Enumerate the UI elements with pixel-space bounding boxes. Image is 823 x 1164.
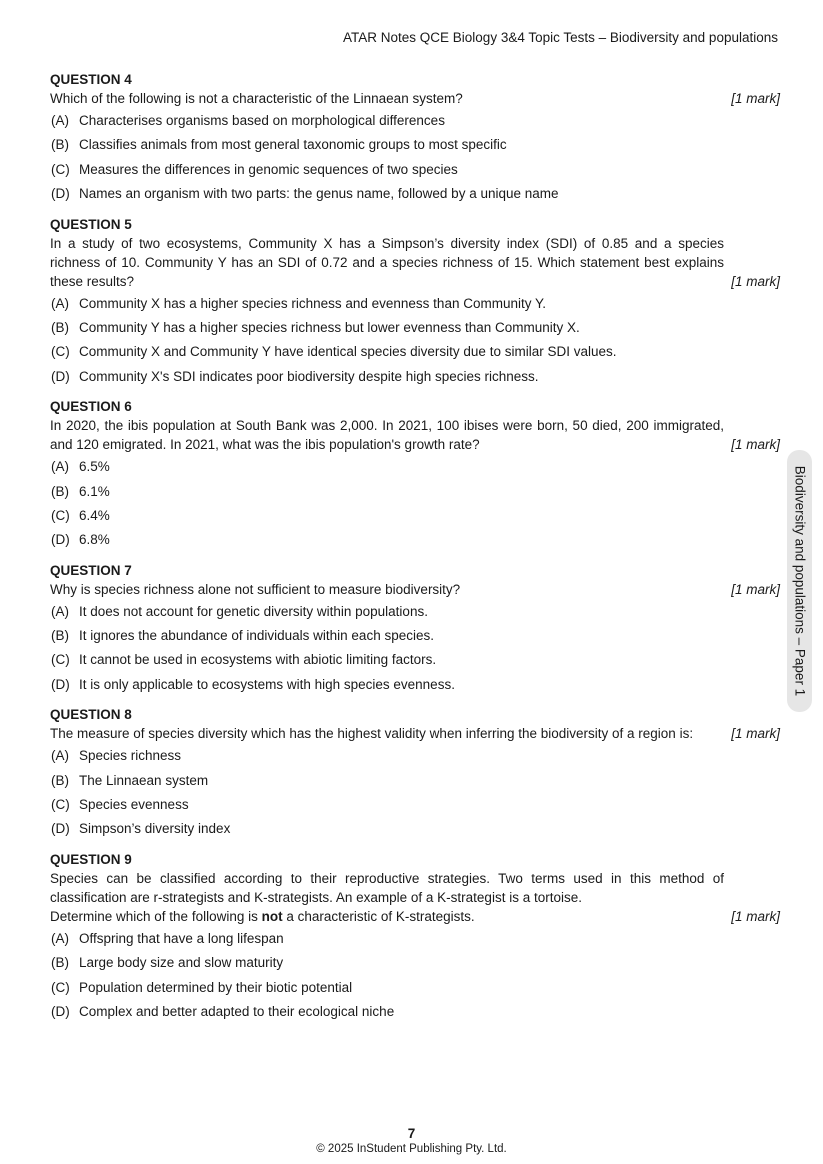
section-side-tab [787,450,812,712]
question-stem [50,869,780,926]
option-c [50,161,780,185]
question-title: QUESTION 9 [50,851,132,867]
question-stem [50,580,780,599]
option-letter: (C) [51,979,70,995]
stem-text: In a study of two ecosystems, Community X has a Simpson’s diversity index (SDI) of 0.85 and a species richness of 10. Community Y has an SDI of 0.72 and a species richness of 15. Which statement best explains these results? [50,235,724,289]
option-letter: (C) [51,507,70,523]
option-text: Large body size and slow maturity [79,955,284,971]
option-letter: (A) [51,295,69,311]
option-b [50,772,780,796]
option-c [50,651,780,675]
running-header: ATAR Notes QCE Biology 3&4 Topic Tests – Biodiversity and populations [343,30,778,45]
option-a [50,112,780,136]
option-letter: (D) [51,186,70,202]
option-letter: (C) [51,797,70,813]
option-b [50,319,780,343]
option-text: It cannot be used in ecosystems with abiotic limiting factors. [79,652,437,668]
stem-text: Which of the following is not a characteristic of the Linnaean system? [50,91,463,106]
option-list [50,458,780,556]
option-d [50,185,780,209]
option-list [50,112,780,210]
question-stem [50,416,780,454]
option-d [50,531,780,555]
option-text: Offspring that have a long lifespan [79,930,284,946]
option-d [50,676,780,700]
option-letter: (D) [51,1003,70,1019]
instruction-text: Determine which of the following is [50,908,262,924]
questions-container [50,71,780,1033]
option-b [50,954,780,978]
question-5 [50,216,780,393]
question-title: QUESTION 8 [50,707,132,723]
option-d [50,368,780,392]
option-text: 6.8% [79,532,110,548]
question-6 [50,398,780,556]
option-letter: (A) [51,459,69,475]
emphasis-not: not [261,908,283,924]
option-c [50,507,780,531]
option-letter: (A) [51,603,69,619]
instruction-text: a characteristic of K-strategists. [282,908,475,924]
option-letter: (D) [51,368,70,384]
mark-allocation: [1 mark] [731,908,780,924]
option-letter: (C) [51,652,70,668]
option-text: Species evenness [79,797,189,813]
stem-text: Why is species richness alone not sufficient to measure biodiversity? [50,581,461,597]
option-letter: (D) [51,676,70,692]
option-letter: (D) [51,532,70,548]
option-text: It does not account for genetic diversity within populations. [79,603,428,619]
question-4 [50,71,780,210]
option-text: It ignores the abundance of individuals within each species. [79,628,434,644]
stem-text: In 2020, the ibis population at South Bank was 2,000. In 2021, 100 ibises were born, 50 died, 200 immigrated, and 120 emigrated. In 2021, what was the ibis population's growth rate? [50,418,724,453]
option-letter: (D) [51,821,70,837]
question-9 [50,851,780,1028]
option-c [50,343,780,367]
option-list [50,747,780,845]
question-7 [50,562,780,701]
option-text: 6.5% [79,459,110,475]
option-list [50,603,780,701]
option-b [50,627,780,651]
option-d [50,820,780,844]
option-list [50,295,780,393]
option-text: Measures the differences in genomic sequences of two species [79,161,458,177]
option-text: Species richness [79,748,182,764]
stem-instruction [50,907,724,926]
option-c [50,979,780,1003]
option-text: Complex and better adapted to their ecological niche [79,1003,395,1019]
mark-allocation: [1 mark] [731,581,780,597]
option-b [50,136,780,160]
option-d [50,1003,780,1027]
option-text: It is only applicable to ecosystems with high species evenness. [79,676,455,692]
question-title: QUESTION 5 [50,216,132,232]
mark-allocation: [1 mark] [731,91,780,106]
option-text: Classifies animals from most general taxonomic groups to most specific [79,137,507,153]
option-text: Characterises organisms based on morphological differences [79,113,445,128]
stem-text: The measure of species diversity which has the highest validity when inferring the biodiversity of a region is: [50,726,694,742]
option-letter: (C) [51,344,70,360]
option-text: Community X and Community Y have identical species diversity due to similar SDI values. [79,344,617,360]
question-title: QUESTION 6 [50,399,132,415]
mark-allocation: [1 mark] [731,273,780,289]
option-letter: (A) [51,748,69,764]
option-letter: (B) [51,137,69,153]
option-a [50,930,780,954]
mark-allocation: [1 mark] [731,437,780,453]
option-a [50,747,780,771]
option-letter: (B) [51,628,69,644]
question-stem [50,234,780,291]
stem-text: Species can be classified according to their reproductive strategies. Two terms used in this method of classification are r-strategists and K-strategists. An example of a K-strategist is a tortoise. [50,870,724,905]
option-text: Community X's SDI indicates poor biodiversity despite high species richness. [79,368,539,384]
question-stem [50,89,780,108]
option-text: 6.4% [79,507,110,523]
option-letter: (B) [51,772,69,788]
copyright-notice: © 2025 InStudent Publishing Pty. Ltd. [316,1143,507,1155]
option-a [50,458,780,482]
option-letter: (B) [51,955,69,971]
option-text: Names an organism with two parts: the genus name, followed by a unique name [79,186,559,202]
option-text: Community X has a higher species richness and evenness than Community Y. [79,295,546,311]
section-side-label: Biodiversity and populations – Paper 1 [792,465,807,697]
option-letter: (A) [51,930,69,946]
option-letter: (C) [51,161,70,177]
option-list [50,930,780,1028]
option-letter: (B) [51,319,69,335]
question-title: QUESTION 7 [50,562,132,578]
option-a [50,295,780,319]
option-c [50,796,780,820]
option-text: 6.1% [79,483,110,499]
option-text: Population determined by their biotic potential [79,979,353,995]
option-text: Simpson’s diversity index [79,821,231,837]
option-b [50,483,780,507]
question-stem [50,724,780,743]
option-text: The Linnaean system [79,772,209,788]
mark-allocation: [1 mark] [731,726,780,742]
question-8 [50,706,780,845]
option-letter: (B) [51,483,69,499]
option-letter: (A) [51,113,69,128]
option-a [50,603,780,627]
question-title: QUESTION 4 [50,72,132,87]
option-text: Community Y has a higher species richness but lower evenness than Community X. [79,319,580,335]
page-number: 7 [407,1126,416,1141]
